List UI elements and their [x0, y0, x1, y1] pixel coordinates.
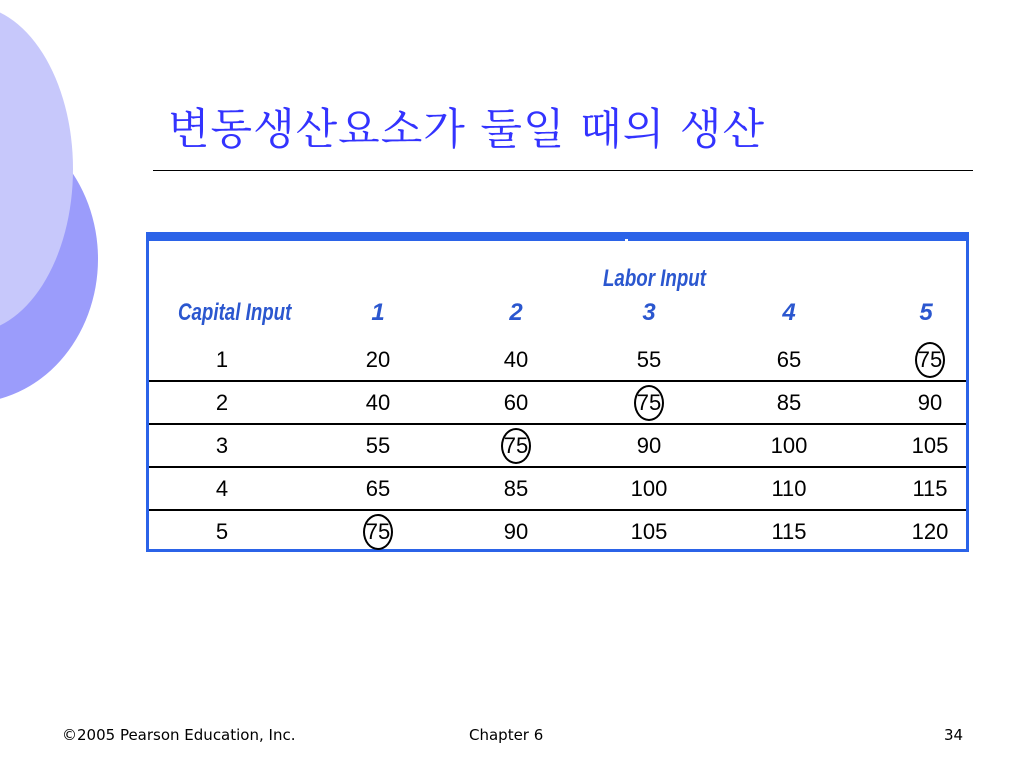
slide-title: 변동생산요소가 둘일 때의 생산: [168, 105, 765, 155]
output-cell: 115: [912, 476, 948, 501]
labor-column-header: 3: [642, 299, 656, 326]
capital-cell: 3: [215, 433, 229, 458]
output-cell: 100: [770, 433, 808, 458]
table-row: [149, 466, 966, 510]
output-cell: 100: [630, 476, 668, 501]
output-cell: 105: [911, 433, 949, 458]
output-cell: 90: [917, 390, 943, 415]
title-underline: [153, 170, 973, 171]
capital-cell: 4: [215, 476, 229, 501]
output-cell: 105: [630, 519, 668, 544]
output-cell: 115: [771, 519, 807, 544]
output-cell: 85: [503, 476, 529, 501]
output-cell: 120: [911, 519, 949, 544]
capital-cell: 1: [215, 347, 229, 372]
capital-cell: 5: [215, 519, 229, 544]
footer-copyright: ©2005 Pearson Education, Inc.: [62, 726, 296, 744]
output-cell: 75: [614, 382, 684, 424]
labor-column-header: 5: [919, 299, 933, 326]
output-cell: 40: [503, 347, 529, 372]
table-row: [149, 423, 966, 467]
capital-input-header: Capital Input: [178, 299, 292, 326]
output-cell: 55: [365, 433, 391, 458]
labor-column-header: 4: [782, 299, 796, 326]
output-cell: 75: [481, 425, 551, 467]
table-row: [149, 380, 966, 424]
output-cell: 55: [636, 347, 662, 372]
table-row: [149, 339, 966, 381]
labor-input-header: Labor Input: [603, 265, 706, 292]
footer-chapter: Chapter 6: [469, 726, 544, 744]
labor-column-header: 1: [371, 299, 385, 326]
output-cell: 90: [503, 519, 529, 544]
output-cell: 75: [343, 511, 413, 553]
table-row: [149, 509, 966, 553]
output-cell: 65: [776, 347, 802, 372]
output-cell: 20: [365, 347, 391, 372]
output-cell: 60: [503, 390, 529, 415]
output-cell: 65: [365, 476, 391, 501]
labor-column-header: 2: [509, 299, 523, 326]
output-cell: 85: [776, 390, 802, 415]
slide-number: 34: [944, 726, 964, 744]
production-table: [146, 232, 969, 552]
output-cell: 40: [365, 390, 391, 415]
output-cell: 90: [636, 433, 662, 458]
output-cell: 75: [895, 339, 965, 381]
table-top-mark: [625, 239, 628, 243]
capital-cell: 2: [215, 390, 229, 415]
output-cell: 110: [771, 476, 807, 501]
